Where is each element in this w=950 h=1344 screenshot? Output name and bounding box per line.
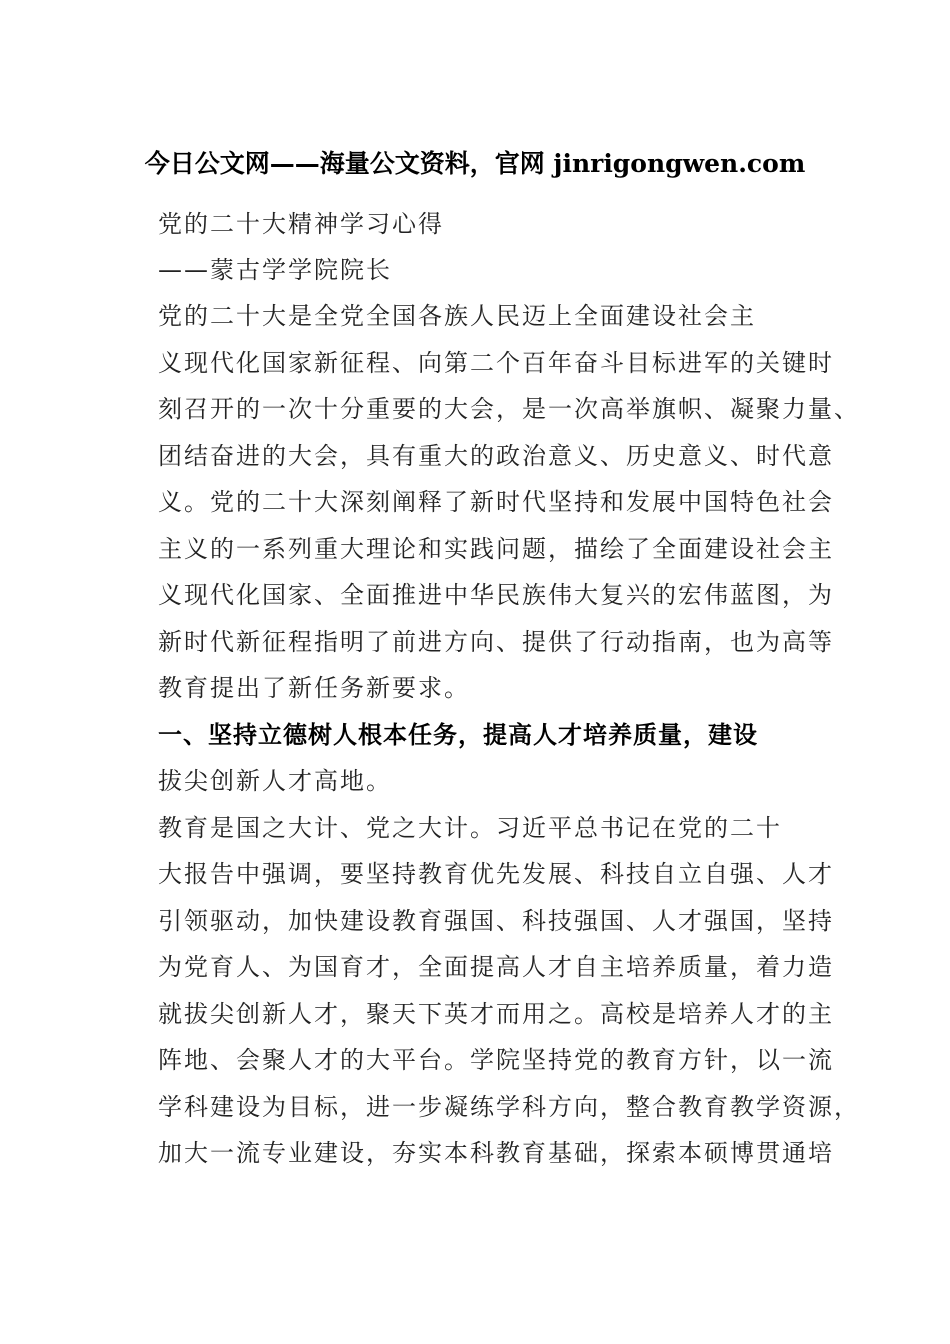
document-author: ——蒙古学学院院长	[158, 256, 392, 284]
paragraph-line: 义现代化国家新征程、向第二个百年奋斗目标进军的关键时	[158, 349, 834, 377]
paragraph-line: 引领驱动，加快建设教育强国、科技强国、人才强国，坚持	[158, 907, 834, 935]
paragraph-line: 教育提出了新任务新要求。	[158, 674, 470, 702]
paragraph-line: 新时代新征程指明了前进方向、提供了行动指南，也为高等	[158, 628, 834, 656]
paragraph-line: 加大一流专业建设，夯实本科教育基础，探索本硕博贯通培	[158, 1139, 834, 1167]
section-heading: 一、坚持立德树人根本任务，提高人才培养质量，建设	[158, 721, 758, 749]
paragraph-line: 教育是国之大计、党之大计。习近平总书记在党的二十	[158, 814, 782, 842]
paragraph-line: 为党育人、为国育才，全面提高人才自主培养质量，着力造	[158, 953, 834, 981]
document-title: 党的二十大精神学习心得	[158, 210, 444, 238]
paragraph-line: 阵地、会聚人才的大平台。学院坚持党的教育方针，以一流	[158, 1046, 834, 1074]
paragraph-line: 义。党的二十大深刻阐释了新时代坚持和发展中国特色社会	[158, 488, 834, 516]
paragraph-line: 学科建设为目标，进一步凝练学科方向，整合教育教学资源，	[158, 1093, 860, 1121]
paragraph-line: 大报告中强调，要坚持教育优先发展、科技自立自强、人才	[158, 860, 834, 888]
paragraph-line: 主义的一系列重大理论和实践问题，描绘了全面建设社会主	[158, 535, 834, 563]
paragraph-line: 党的二十大是全党全国各族人民迈上全面建设社会主	[158, 302, 756, 330]
site-banner: 今日公文网——海量公文资料，官网 jinrigongwen.com	[144, 149, 806, 178]
paragraph-line: 团结奋进的大会，具有重大的政治意义、历史意义、时代意	[158, 442, 834, 470]
section-heading-continuation: 拔尖创新人才高地。	[158, 767, 392, 795]
paragraph-line: 刻召开的一次十分重要的大会，是一次高举旗帜、凝聚力量、	[158, 395, 860, 423]
paragraph-line: 义现代化国家、全面推进中华民族伟大复兴的宏伟蓝图，为	[158, 581, 834, 609]
paragraph-line: 就拔尖创新人才，聚天下英才而用之。高校是培养人才的主	[158, 1000, 834, 1028]
